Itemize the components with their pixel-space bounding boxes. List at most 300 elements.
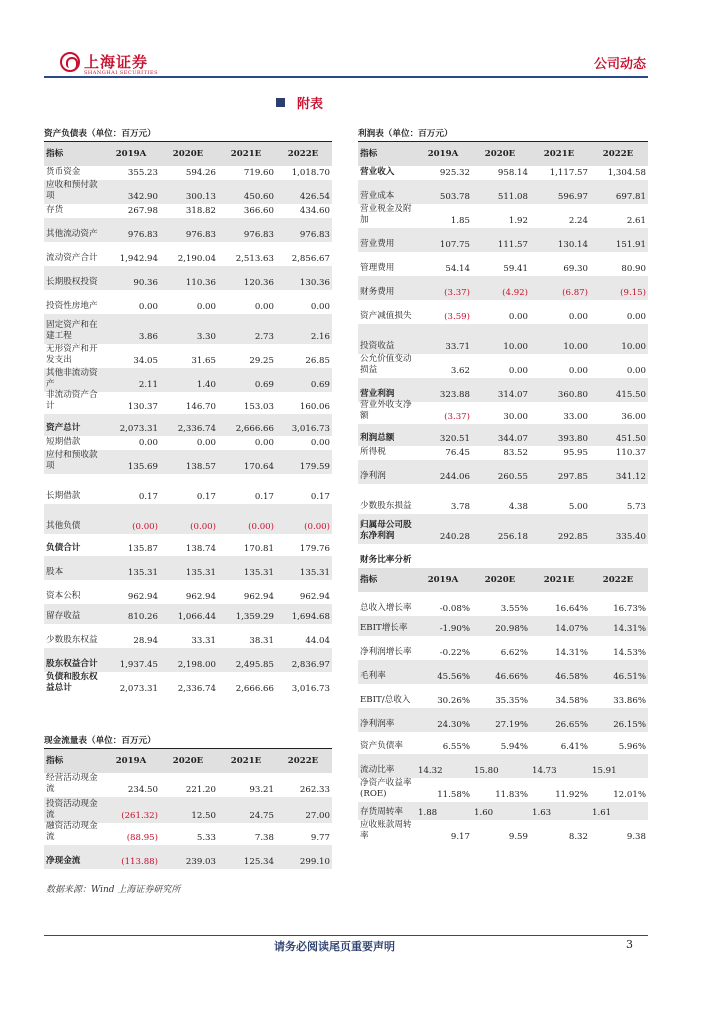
table-cell: 3.86 (138, 332, 158, 342)
table-cell: -0.08% (439, 604, 470, 614)
table-cell: 0.00 (508, 366, 528, 376)
table-cell: 179.59 (299, 462, 330, 472)
table-cell: 292.85 (557, 532, 588, 542)
appendix-heading (276, 93, 323, 112)
table-cell: 12.50 (191, 811, 216, 821)
table-row (44, 314, 332, 344)
company-logo (60, 52, 159, 76)
table-cell: 33.86% (613, 696, 646, 706)
table-row (44, 450, 332, 474)
table-cell: 7.38 (254, 833, 274, 843)
table-header-row (44, 142, 332, 166)
table-row (44, 604, 332, 624)
table-cell: (3.37) (444, 412, 470, 422)
table-cell: 80.90 (621, 264, 646, 274)
row-label: 存货 (46, 205, 64, 215)
row-label: 流动资产合计 (46, 253, 98, 263)
table-row (358, 754, 648, 778)
table-row (358, 166, 648, 180)
table-cell: 2,336.74 (177, 424, 216, 434)
logo-icon (60, 52, 80, 72)
table-row (44, 797, 332, 823)
table-cell: 2,666.66 (235, 684, 274, 694)
table-cell: 0.00 (196, 438, 216, 448)
table-cell: 69.30 (563, 264, 588, 274)
row-label: 应付和预收款项 (46, 450, 98, 471)
row-label: EBIT增长率 (360, 623, 408, 633)
table-row (358, 252, 648, 276)
table-cell: 976.83 (127, 230, 158, 240)
row-label: 少数股东权益 (46, 635, 98, 645)
table-cell: 0.00 (254, 438, 274, 448)
row-label: 归属母公司股东净利润 (360, 520, 412, 541)
table-cell: 2,073.31 (119, 684, 158, 694)
table-row (44, 534, 332, 556)
table-cell: (0.00) (248, 522, 274, 532)
table-cell: 130.37 (127, 402, 158, 412)
table-cell: 0.00 (626, 312, 646, 322)
table-cell: 5.33 (196, 833, 216, 843)
table-cell: (9.15) (620, 288, 646, 298)
table-cell: 221.20 (185, 785, 216, 795)
row-label: 毛利率 (360, 671, 386, 681)
table-cell: 26.15% (613, 720, 646, 730)
table-row (44, 436, 332, 450)
table-cell: 9.59 (508, 832, 528, 842)
table-cell: (3.59) (444, 312, 470, 322)
table-cell: 2.16 (310, 332, 330, 342)
footer-divider (44, 935, 648, 936)
table-cell: 2.11 (138, 380, 158, 390)
table-row (44, 504, 332, 534)
row-label: 长期借款 (46, 491, 81, 501)
table-cell: 130.14 (557, 240, 588, 250)
table-cell: 503.78 (439, 192, 470, 202)
column-header: 2020E (484, 149, 516, 159)
row-label: 应收账款周转率 (360, 820, 412, 841)
table-cell: 95.95 (563, 448, 588, 458)
table-cell: 962.94 (127, 592, 158, 602)
table-row (44, 773, 332, 797)
row-label: 应收和预付款项 (46, 180, 98, 201)
table-cell: 3.30 (196, 332, 216, 342)
column-header: 2019A (427, 575, 459, 585)
table-cell: 36.00 (621, 412, 646, 422)
table-cell: 0.17 (196, 492, 216, 502)
table-cell: 30.00 (503, 412, 528, 422)
table-cell: 33.71 (445, 342, 470, 352)
table-cell: 323.88 (439, 390, 470, 400)
table-cell: 2,495.85 (235, 660, 274, 670)
table-row (44, 556, 332, 580)
table-row (358, 820, 648, 844)
row-label: 少数股东损益 (360, 501, 412, 511)
table-row (358, 514, 648, 544)
table-cell: 1,359.29 (235, 612, 274, 622)
row-label: 管理费用 (360, 263, 395, 273)
table-cell: 1.85 (450, 216, 470, 226)
column-header: 2022E (602, 575, 634, 585)
table-cell: 594.26 (185, 168, 216, 178)
row-label: 负债和股东权益总计 (46, 672, 98, 693)
table-cell: 1.88 (418, 808, 438, 818)
table-cell: 2.61 (626, 216, 646, 226)
income-statement-table (358, 128, 648, 844)
table-row (44, 392, 332, 414)
table-cell: 10.00 (563, 342, 588, 352)
column-header: 指标 (46, 755, 64, 766)
table-row (358, 276, 648, 300)
table-header-row (358, 142, 648, 166)
table-cell: 170.81 (243, 544, 274, 554)
table-cell: 1,117.57 (549, 168, 588, 178)
row-label: EBIT/总收入 (360, 695, 411, 705)
table-cell: 34.05 (133, 356, 158, 366)
table-cell: 111.57 (497, 240, 528, 250)
table-cell: 3,016.73 (291, 684, 330, 694)
table-row (358, 402, 648, 424)
table-cell: (4.92) (502, 288, 528, 298)
table-cell: 1.92 (508, 216, 528, 226)
row-label: 营业费用 (360, 239, 395, 249)
table-cell: 14.73 (532, 766, 557, 776)
column-header: 指标 (360, 574, 378, 585)
table-cell: 366.60 (243, 206, 274, 216)
table-cell: 262.33 (299, 785, 330, 795)
table-cell: 14.31% (613, 624, 646, 634)
table-cell: 810.26 (127, 612, 158, 622)
table-row (358, 732, 648, 754)
row-label: 净现金流 (46, 856, 81, 866)
table-row (358, 354, 648, 378)
table-cell: 16.64% (555, 604, 588, 614)
table-title: 现金流量表（单位：百万元） (44, 735, 332, 749)
table-cell: 11.92% (555, 790, 588, 800)
table-cell: 0.00 (508, 312, 528, 322)
appendix-title: 附表 (297, 97, 324, 112)
table-row (358, 446, 648, 460)
table-cell: 426.54 (299, 192, 330, 202)
column-header: 2021E (543, 149, 575, 159)
table-cell: 4.38 (508, 502, 528, 512)
logo-subtext: SHANGHAI SECURITIES (84, 70, 159, 76)
cashflow-table (44, 735, 332, 869)
row-label: 净利润率 (360, 719, 395, 729)
header-divider (44, 76, 648, 78)
table-cell: 46.66% (495, 672, 528, 682)
table-cell: 20.98% (495, 624, 528, 634)
table-cell: 2,666.66 (235, 424, 274, 434)
table-cell: 1,304.58 (607, 168, 646, 178)
table-cell: 451.50 (615, 434, 646, 444)
table-cell: 125.34 (243, 857, 274, 867)
table-cell: 120.36 (243, 278, 274, 288)
table-cell: 27.19% (495, 720, 528, 730)
table-cell: 26.65% (555, 720, 588, 730)
table-cell: 239.03 (185, 857, 216, 867)
table-cell: 511.08 (497, 192, 528, 202)
table-cell: 0.00 (626, 366, 646, 376)
table-cell: 135.31 (127, 568, 158, 578)
table-row (44, 823, 332, 845)
table-row (358, 300, 648, 324)
column-header: 2022E (602, 149, 634, 159)
table-cell: 344.07 (497, 434, 528, 444)
table-cell: 962.94 (185, 592, 216, 602)
table-row (358, 616, 648, 636)
row-label: 短期借款 (46, 437, 81, 447)
row-label: 净利润 (360, 471, 386, 481)
logo-text: 上海证券 (84, 53, 149, 71)
table-cell: (88.95) (126, 833, 158, 843)
table-cell: 0.69 (310, 380, 330, 390)
row-label: 所得税 (360, 447, 386, 457)
row-label: 流动比率 (360, 765, 395, 775)
table-row (44, 180, 332, 204)
table-cell: 0.00 (310, 438, 330, 448)
column-header: 指标 (46, 148, 64, 159)
table-cell: 59.41 (503, 264, 528, 274)
table-cell: 135.69 (127, 462, 158, 472)
row-label: 留存收益 (46, 611, 81, 621)
table-cell: 1,066.44 (177, 612, 216, 622)
table-cell: 958.14 (497, 168, 528, 178)
table-cell: (0.00) (304, 522, 330, 532)
table-cell: 16.73% (613, 604, 646, 614)
table-cell: 30.26% (437, 696, 470, 706)
section-tag: 公司动态 (593, 57, 646, 72)
table-cell: 3.78 (450, 502, 470, 512)
table-cell: (261.32) (121, 811, 158, 821)
table-cell: 14.31% (555, 648, 588, 658)
row-label: 投资活动现金流 (46, 799, 98, 820)
table-cell: 33.00 (563, 412, 588, 422)
table-cell: 138.74 (185, 544, 216, 554)
table-cell: 38.31 (249, 636, 274, 646)
table-cell: 0.00 (568, 366, 588, 376)
table-cell: 28.94 (133, 636, 158, 646)
table-cell: 9.77 (310, 833, 330, 843)
column-header: 2020E (172, 149, 204, 159)
table-cell: 342.90 (127, 192, 158, 202)
table-row (358, 636, 648, 660)
table-cell: 135.31 (299, 568, 330, 578)
table-cell: (113.88) (121, 857, 158, 867)
table-row (44, 242, 332, 266)
table-cell: 0.17 (138, 492, 158, 502)
column-header: 2021E (230, 149, 262, 159)
table-cell: 0.00 (310, 302, 330, 312)
table-cell: 1.40 (196, 380, 216, 390)
square-bullet-icon (276, 98, 285, 107)
table-cell: (3.37) (444, 288, 470, 298)
table-row (358, 228, 648, 252)
table-row (44, 204, 332, 218)
table-row (358, 484, 648, 514)
table-cell: 1,694.68 (291, 612, 330, 622)
ratio-section-title (358, 544, 648, 568)
table-cell: 0.00 (138, 438, 158, 448)
table-row (44, 624, 332, 648)
table-row (358, 324, 648, 354)
row-label: 存货周转率 (360, 807, 403, 817)
row-label: 股本 (46, 567, 64, 577)
table-cell: 6.41% (560, 742, 588, 752)
table-row (44, 166, 332, 180)
table-cell: 1.60 (474, 808, 494, 818)
data-source-note: 数据来源：Wind 上海证券研究所 (46, 885, 181, 895)
table-cell: 9.17 (450, 832, 470, 842)
table-row (358, 592, 648, 616)
table-cell: 15.91 (592, 766, 617, 776)
table-cell: 450.60 (243, 192, 274, 202)
table-cell: 54.14 (445, 264, 470, 274)
table-cell: 11.58% (437, 790, 470, 800)
table-row (44, 580, 332, 604)
table-cell: 0.00 (568, 312, 588, 322)
table-cell: (0.00) (190, 522, 216, 532)
table-cell: 12.01% (613, 790, 646, 800)
table-cell: -1.90% (439, 624, 470, 634)
table-cell: 110.36 (185, 278, 216, 288)
table-cell: 415.50 (615, 390, 646, 400)
table-cell: 260.55 (497, 472, 528, 482)
row-label: 投资性房地产 (46, 301, 98, 311)
table-cell: 0.00 (138, 302, 158, 312)
table-row (44, 344, 332, 368)
table-cell: 44.04 (305, 636, 330, 646)
table-cell: 10.00 (621, 342, 646, 352)
column-header: 2021E (230, 756, 262, 766)
table-cell: 434.60 (299, 206, 330, 216)
table-cell: 90.36 (133, 278, 158, 288)
table-cell: 76.45 (445, 448, 470, 458)
table-header-row (358, 568, 648, 592)
table-cell: 46.51% (613, 672, 646, 682)
row-label: 经营活动现金流 (46, 773, 98, 794)
table-row (358, 460, 648, 484)
table-cell: 8.32 (568, 832, 588, 842)
table-cell: 256.18 (497, 532, 528, 542)
table-cell: 138.57 (185, 462, 216, 472)
row-label: 其他流动资产 (46, 229, 98, 239)
table-cell: 34.58% (555, 696, 588, 706)
table-cell: 29.25 (249, 356, 274, 366)
table-cell: 976.83 (243, 230, 274, 240)
table-row (44, 368, 332, 392)
row-label: 营业利润 (360, 389, 395, 399)
row-label: 总收入增长率 (360, 603, 412, 613)
table-cell: 24.30% (437, 720, 470, 730)
table-row (44, 290, 332, 314)
table-cell: 318.82 (185, 206, 216, 216)
table-cell: 2,190.04 (177, 254, 216, 264)
table-cell: 45.56% (437, 672, 470, 682)
table-cell: 26.85 (305, 356, 330, 366)
row-label: 资产减值损失 (360, 311, 412, 321)
table-row (44, 648, 332, 672)
table-cell: 6.62% (500, 648, 528, 658)
table-cell: 0.17 (310, 492, 330, 502)
table-cell: 0.69 (254, 380, 274, 390)
table-cell: 83.52 (503, 448, 528, 458)
table-cell: 1,942.94 (119, 254, 158, 264)
table-row (44, 845, 332, 869)
table-cell: 3.62 (450, 366, 470, 376)
table-row (358, 660, 648, 684)
table-cell: 24.75 (249, 811, 274, 821)
table-cell: 355.23 (127, 168, 158, 178)
table-cell: 14.07% (555, 624, 588, 634)
table-cell: 11.83% (495, 790, 528, 800)
row-label: 其他负债 (46, 521, 81, 531)
table-cell: (6.87) (562, 288, 588, 298)
table-cell: 9.38 (626, 832, 646, 842)
table-cell: 267.98 (127, 206, 158, 216)
row-label: 净利润增长率 (360, 647, 412, 657)
table-cell: 6.55% (442, 742, 470, 752)
table-cell: 976.83 (299, 230, 330, 240)
table-row (358, 180, 648, 204)
row-label: 融资活动现金流 (46, 821, 98, 842)
table-cell: 33.31 (191, 636, 216, 646)
table-cell: 2,836.97 (291, 660, 330, 670)
table-cell: 2.73 (254, 332, 274, 342)
row-label: 公允价值变动损益 (360, 354, 412, 375)
table-row (358, 802, 648, 820)
table-cell: 335.40 (615, 532, 646, 542)
table-cell: 962.94 (243, 592, 274, 602)
row-label: 资产总计 (46, 423, 81, 433)
table-cell: 1.63 (532, 808, 552, 818)
row-label: 营业收入 (360, 167, 395, 177)
table-cell: 596.97 (557, 192, 588, 202)
table-cell: 2,198.00 (177, 660, 216, 670)
column-header: 2019A (427, 149, 459, 159)
table-cell: 5.96% (618, 742, 646, 752)
table-cell: 299.10 (299, 857, 330, 867)
row-label: 营业外收支净额 (360, 400, 412, 421)
table-cell: 160.06 (299, 402, 330, 412)
table-cell: 697.81 (615, 192, 646, 202)
table-cell: 320.51 (439, 434, 470, 444)
row-label: 营业税金及附加 (360, 204, 412, 225)
column-header: 2021E (543, 575, 575, 585)
column-header: 2020E (172, 756, 204, 766)
table-cell: 240.28 (439, 532, 470, 542)
row-label: 货币资金 (46, 167, 81, 177)
row-label: 资本公积 (46, 591, 81, 601)
row-label: 财务费用 (360, 287, 395, 297)
table-row (44, 218, 332, 242)
row-label: 营业成本 (360, 191, 395, 201)
table-cell: 35.35% (495, 696, 528, 706)
table-cell: 31.65 (191, 356, 216, 366)
column-header: 2019A (115, 149, 147, 159)
table-cell: 244.06 (439, 472, 470, 482)
table-cell: 14.32 (418, 766, 443, 776)
disclaimer-text: 请务必阅读尾页重要声明 (274, 940, 395, 953)
table-cell: 234.50 (127, 785, 158, 795)
table-row (358, 378, 648, 402)
table-cell: 2,856.67 (291, 254, 330, 264)
table-cell: 5.00 (568, 502, 588, 512)
table-cell: 297.85 (557, 472, 588, 482)
table-title: 资产负债表（单位：百万元） (44, 128, 332, 142)
table-cell: 300.13 (185, 192, 216, 202)
table-cell: 179.76 (299, 544, 330, 554)
table-cell: 2,513.63 (235, 254, 274, 264)
